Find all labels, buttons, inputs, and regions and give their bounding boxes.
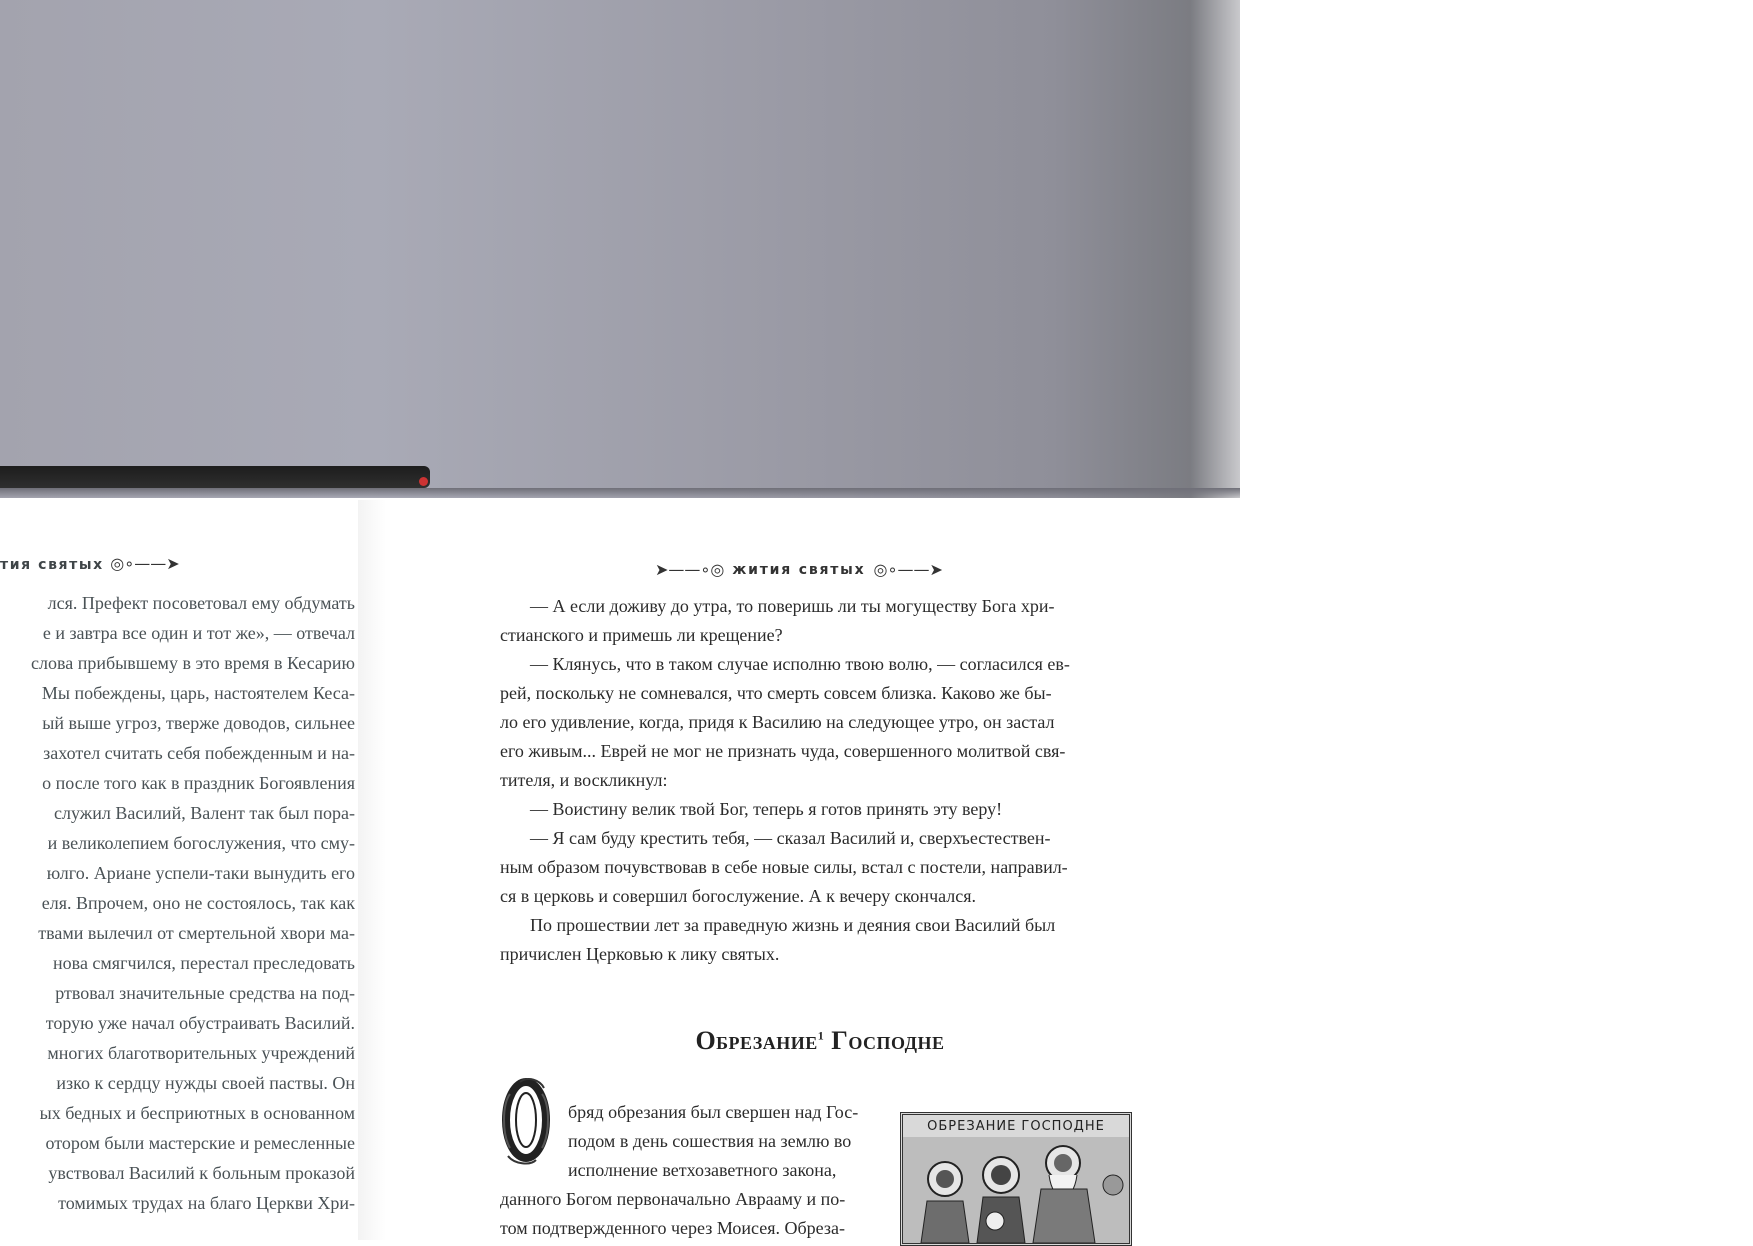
paragraph: [500, 911, 1140, 969]
left-page-line: юлго. Ариане успели-таки вынудить его: [46, 863, 355, 883]
red-marker: [419, 477, 428, 486]
left-running-head: [0, 554, 180, 573]
icon-illustration: [900, 1112, 1132, 1246]
left-page-line: ртвовал значительные средства на под-: [55, 983, 355, 1003]
paragraph: [500, 650, 1140, 795]
text-line: рей, поскольку не сомневался, что смерть совсем близка. Каково же бы-: [500, 683, 1052, 703]
text-line: — А если доживу до утра, то поверишь ли ты могуществу Бога хри-: [530, 596, 1055, 616]
text-line: По прошествии лет за праведную жизнь и деяния свои Василий был: [530, 915, 1056, 935]
text-line: тителя, и воскликнул:: [500, 770, 668, 790]
left-page-line: многих благотворительных учреждений: [47, 1043, 355, 1063]
text-line: стианского и примешь ли крещение?: [500, 625, 783, 645]
text-line: — Клянусь, что в таком случае исполню твою волю, — согласился ев-: [530, 654, 1070, 674]
section-line: данного Богом первоначально Аврааму и по-: [500, 1189, 846, 1209]
right-running-head: [655, 560, 943, 579]
left-page-line: и великолепием богослужения, что сму-: [47, 833, 355, 853]
left-page-line: торую уже начал обустраивать Василий.: [45, 1013, 355, 1033]
text-line: его живым... Еврей не мог не признать чуда, совершенного молитвой свя-: [500, 741, 1066, 761]
paragraph: [500, 592, 1140, 650]
ornament-icon: ➤——∘◎: [655, 560, 725, 579]
text-line: ло его удивление, когда, придя к Василию на следующее утро, он застал: [500, 712, 1055, 732]
left-page-line: слова прибывшему в это время в Кесарию: [30, 653, 355, 673]
text-line: ся в церковь и совершил богослужение. А к вечеру скончался.: [500, 886, 977, 906]
left-page-line: изко к сердцу нужды своей паствы. Он: [56, 1073, 355, 1093]
icon-caption: ОБРЕЗАНИЕ ГОСПОДНЕ: [927, 1119, 1105, 1134]
book-edge: [0, 466, 430, 488]
left-page-line: захотел считать себя побежденным и на-: [43, 743, 355, 763]
section-line: бряд обрезания был свершен над Гос-: [568, 1102, 859, 1122]
left-page-line: лся. Префект посоветовал ему обдумать: [47, 593, 355, 613]
right-page: [440, 500, 1240, 1240]
icon-figures: [903, 1115, 1129, 1243]
section-line: том подтвержденного через Моисея. Обреза-: [500, 1218, 845, 1238]
section-line: исполнение ветхозаветного закона,: [568, 1160, 837, 1180]
left-page-text: [0, 588, 355, 1218]
left-page-line: Мы побеждены, царь, настоятелем Кеса-: [41, 683, 355, 703]
ornament-icon: ◎∘——➤: [110, 554, 180, 573]
scanner-cover: [0, 0, 1240, 498]
section-text: [500, 1098, 900, 1243]
page-gutter: [358, 500, 428, 1240]
text-line: ным образом почувствовав в себе новые силы, встал с постели, направил-: [500, 857, 1068, 877]
text-line: — Я сам буду крестить тебя, — сказал Василий и, сверхъестествен-: [530, 828, 1051, 848]
section-title-word: Господне: [831, 1026, 945, 1055]
running-head-text: жития святых: [732, 561, 866, 578]
ornament-icon: ◎∘——➤: [873, 560, 943, 579]
section-line: подом в день сошествия на землю во: [568, 1131, 852, 1151]
left-page-line: твами вылечил от смертельной хвори ма-: [38, 923, 355, 943]
section-title-word: Обрезание: [695, 1026, 818, 1055]
left-page-line: томимых трудах на благо Церкви Хри-: [58, 1193, 355, 1213]
cover-shadow: [0, 488, 1240, 498]
left-page-line: о после того как в праздник Богоявления: [42, 773, 355, 793]
left-page-line: ых бедных и бесприютных в основанном: [39, 1103, 355, 1123]
text-line: — Воистину велик твой Бог, теперь я готов принять эту веру!: [530, 799, 1003, 819]
left-page-line: отором были мастерские и ремесленные: [45, 1133, 355, 1153]
left-page-line: нова смягчился, перестал преследовать: [53, 953, 355, 973]
left-page-line: увствовал Василий к больным проказой: [48, 1163, 355, 1183]
footnote-ref: 1: [817, 1028, 825, 1043]
left-page-line: еля. Впрочем, оно не состоялось, так как: [41, 893, 355, 913]
paragraph: [500, 824, 1140, 911]
left-page-line: служил Василий, Валент так был пора-: [54, 803, 355, 823]
left-running-head-text: тия святых: [0, 557, 104, 573]
section-title: [500, 1026, 1140, 1056]
paragraph: [500, 795, 1140, 824]
body-text: [500, 592, 1140, 969]
left-page-line: ый выше угроз, тверже доводов, сильнее: [42, 713, 355, 733]
left-page: [0, 500, 355, 1240]
text-line: причислен Церковью к лику святых.: [500, 944, 780, 964]
left-page-line: е и завтра все один и тот же», — отвечал: [42, 623, 355, 643]
